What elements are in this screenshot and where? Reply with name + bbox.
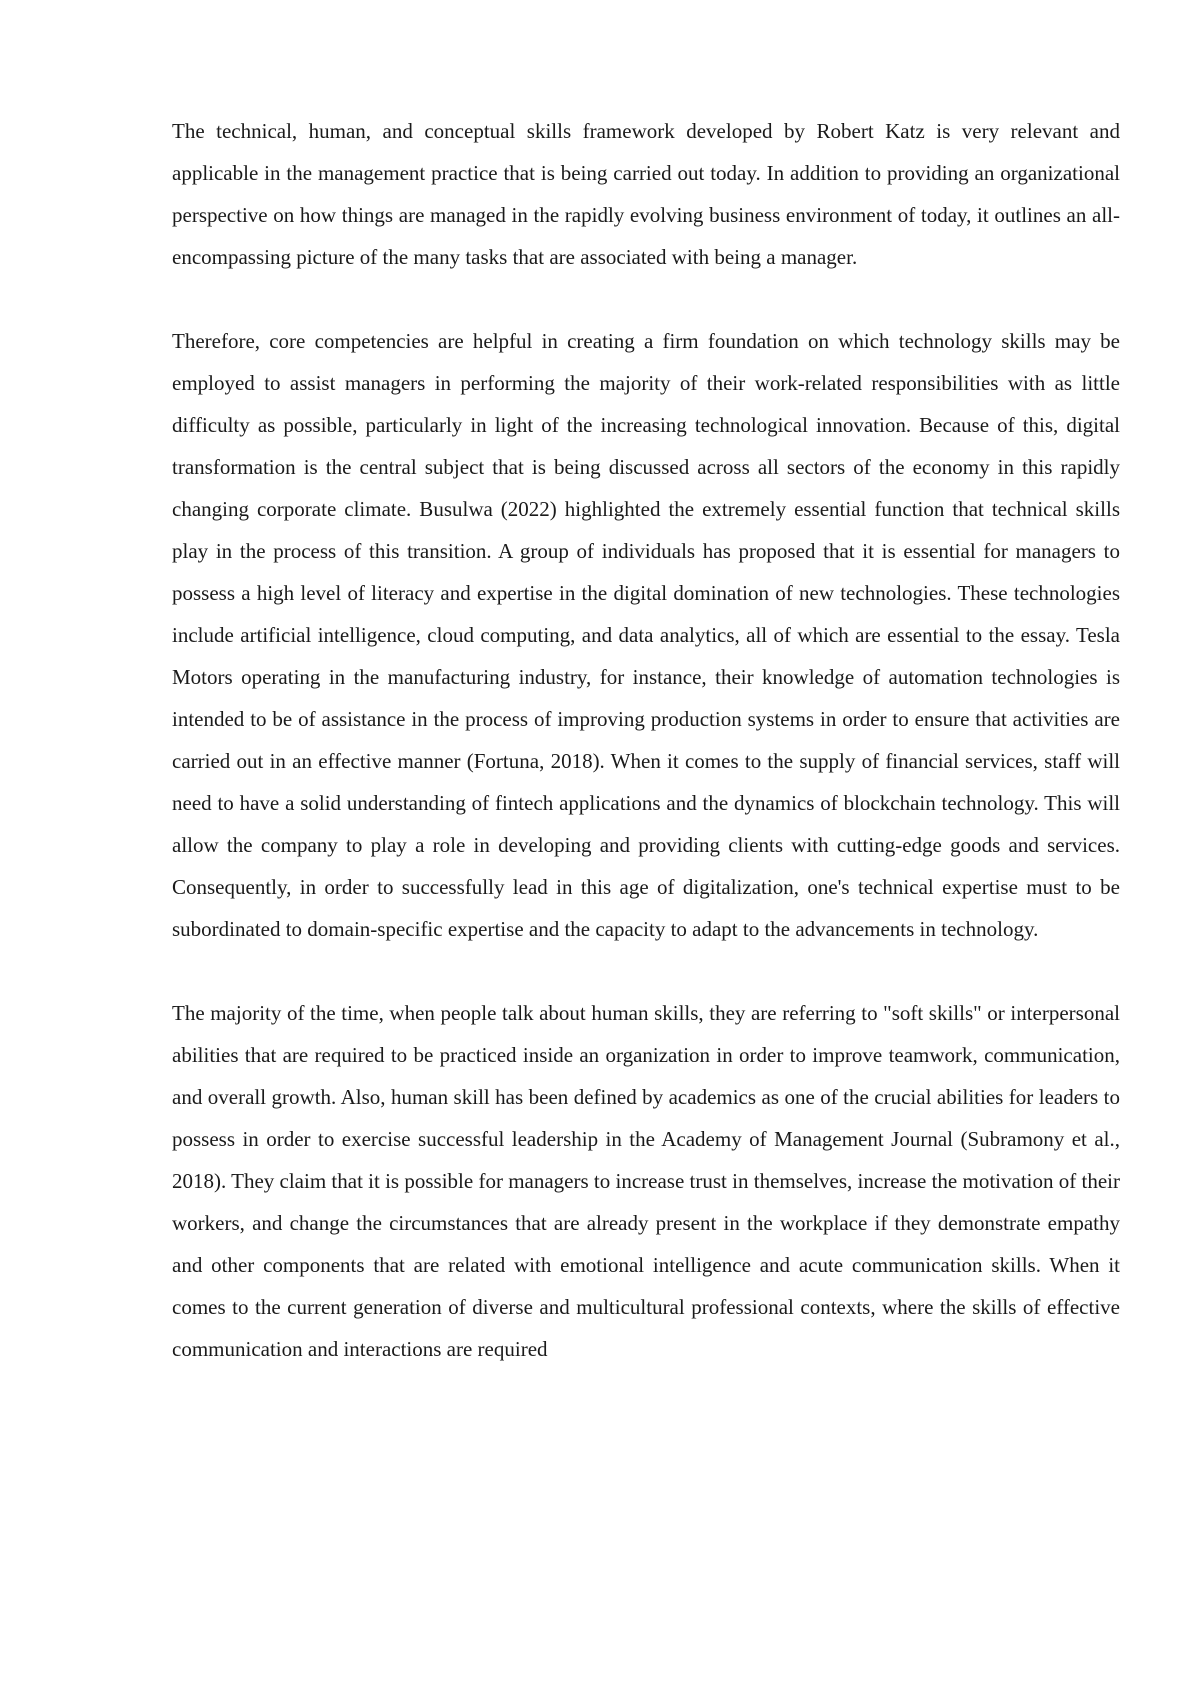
paragraph-katz-framework: The technical, human, and conceptual skills framework developed by Robert Katz is very relevant and applicable in the management practice that is being carried out today. In addition to providing an organizational perspective on how things are managed in the rapidly evolving business environment of today, it outlines an all-encompassing picture of the many tasks that are associated with being a manager. — [172, 119, 1120, 269]
body-text — [172, 110, 1120, 1370]
paragraph-technical-skills: Therefore, core competencies are helpful in creating a firm foundation on which technology skills may be employed to assist managers in performing the majority of their work-related responsibilities with as little difficulty as possible, particularly in light of the increasing technological innovation. Because of this, digital transformation is the central subject that is being discussed across all sectors of the economy in this rapidly changing corporate climate. Busulwa (2022) highlighted the extremely essential function that technical skills play in the process of this transition. A group of individuals has proposed that it is essential for managers to possess a high level of literacy and expertise in the digital domination of new technologies. These technologies include artificial intelligence, cloud computing, and data analytics, all of which are essential to the essay. Tesla Motors operating in the manufacturing industry, for instance, their knowledge of automation technologies is intended to be of assistance in the process of improving production systems in order to ensure that activities are carried out in an effective manner (Fortuna, 2018). When it comes to the supply of financial services, staff will need to have a solid understanding of fintech applications and the dynamics of blockchain technology. This will allow the company to play a role in developing and providing clients with cutting-edge goods and services. Consequently, in order to successfully lead in this age of digitalization, one's technical expertise must to be subordinated to domain-specific expertise and the capacity to adapt to the advancements in technology. — [172, 329, 1120, 941]
paragraph-human-skills: The majority of the time, when people talk about human skills, they are referring to "soft skills" or interpersonal abilities that are required to be practiced inside an organization in order to improve teamwork, communication, and overall growth. Also, human skill has been defined by academics as one of the crucial abilities for leaders to possess in order to exercise successful leadership in the Academy of Management Journal (Subramony et al., 2018). They claim that it is possible for managers to increase trust in themselves, increase the motivation of their workers, and change the circumstances that are already present in the workplace if they demonstrate empathy and other components that are related with emotional intelligence and acute communication skills. When it comes to the current generation of diverse and multicultural professional contexts, where the skills of effective communication and interactions are required — [172, 1001, 1120, 1361]
